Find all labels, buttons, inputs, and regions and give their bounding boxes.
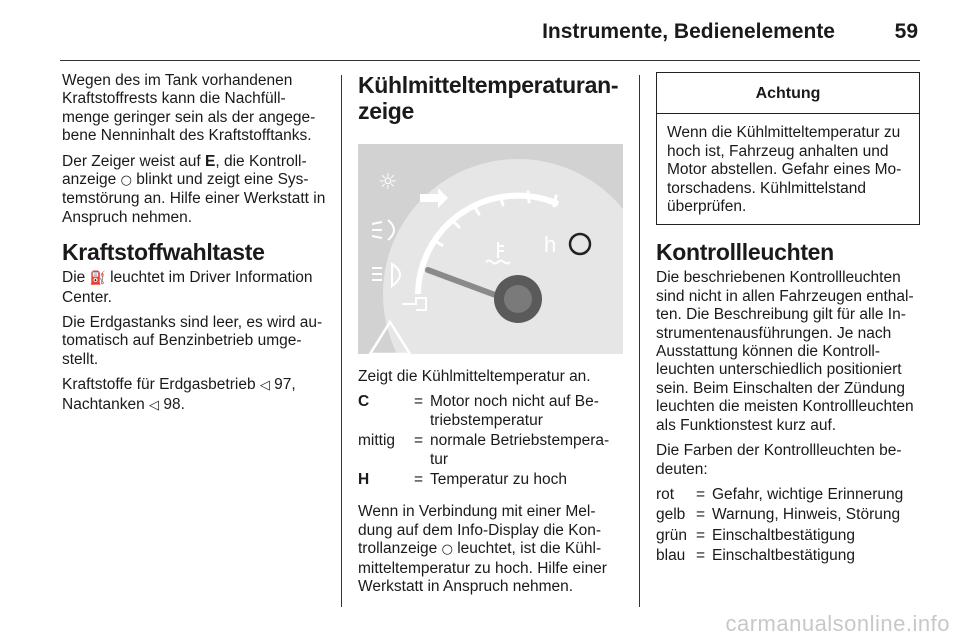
color-row: gelb = Warnung, Hinweis, Störung xyxy=(656,506,901,524)
page-reference-icon: ◁ xyxy=(259,378,270,394)
definition-row: H = Temperatur zu hoch xyxy=(358,471,567,489)
column-divider-2 xyxy=(639,75,640,607)
column-2 xyxy=(358,72,623,603)
fuel-pump-icon: ⛽ xyxy=(89,271,106,287)
column-3 xyxy=(656,72,922,580)
watermark: carmanualsonline.info xyxy=(725,611,950,636)
color-row: grün = Einschaltbestätigung xyxy=(656,526,856,544)
cng-empty-paragraph: Die Erdgastanks sind leer, es wird au-tomatisch auf Benzinbetrieb umge-stellt. xyxy=(62,314,323,368)
coolant-gauge-image xyxy=(358,144,623,354)
color-row: blau = Einschaltbestätigung xyxy=(656,547,856,565)
fuel-selector-heading: Kraftstoffwahltaste xyxy=(62,239,265,266)
lamp-icon: ☼ xyxy=(378,170,398,195)
page-number: 59 xyxy=(894,20,918,43)
color-row: rot = Gefahr, wichtige Erinnerung xyxy=(656,485,904,503)
cross-reference-paragraph: Kraftstoffe für Erdgasbetrieb ◁ 97, Nachtanken ◁ 98. xyxy=(62,376,296,413)
control-indicator-icon: ○ xyxy=(441,542,453,558)
gauge-label-h: h xyxy=(544,232,557,257)
caution-text: Wenn die Kühlmitteltemperatur zu hoch ist, Fahrzeug anhalten und Motor abstellen. Gefahr eines Mo-torschadens. Kühlmittelstand überprüfen. xyxy=(667,124,902,216)
coolant-warning-paragraph: Wenn in Verbindung mit einer Mel-dung auf dem Info-Display die Kon-trollanzeige ○ leuchtet, ist die Kühl-mitteltemperatur zu hoch. Hilfe einer Werkstatt in Anspruch nehmen. xyxy=(358,503,607,596)
gauge-caption: Zeigt die Kühlmitteltemperatur an. xyxy=(358,368,591,385)
coolant-gauge-heading: Kühlmitteltemperaturan-zeige xyxy=(358,72,619,124)
color-meaning-table xyxy=(656,486,922,568)
caution-title: Achtung xyxy=(657,73,919,114)
empty-mark: E xyxy=(205,152,216,170)
pointer-paragraph: Der Zeiger weist auf E, die Kontroll-anzeige ○ blinkt und zeigt eine Sys-temstörung an. Hilfe einer Werkstatt in Anspruch nehmen. xyxy=(62,152,326,226)
control-indicator-icon: ○ xyxy=(120,173,132,189)
colors-intro-paragraph: Die Farben der Kontrollleuchten be-deuten: xyxy=(656,442,902,478)
page-reference-icon: ◁ xyxy=(149,397,160,413)
definition-row: mittig = normale Betriebstempera-tur xyxy=(358,432,610,468)
warning-lights-paragraph: Die beschriebenen Kontrollleuchten sind nicht in allen Fahrzeugen enthal-ten. Die Beschreibung gilt für alle In-strumentenausführungen. Je nach Ausstattung können die Kontroll-leuchten unterschiedlich positioniert sein. Beim Einschalten der Zündung leuchten die meisten Kontrollleuchten als Funktionstest kurz auf. xyxy=(656,269,914,434)
temperature-definition-table xyxy=(358,393,623,491)
fuel-selector-paragraph: Die ⛽ leuchtet im Driver Information Center. xyxy=(62,269,313,306)
column-divider-1 xyxy=(341,75,342,607)
warning-lights-heading: Kontrollleuchten xyxy=(656,239,834,266)
header-divider xyxy=(60,60,920,61)
definition-row: C = Motor noch nicht auf Be-triebstemperatur xyxy=(358,393,599,429)
page-header-title: Instrumente, Bedienelemente xyxy=(542,20,835,43)
column-1 xyxy=(62,72,330,422)
fuel-residue-paragraph: Wegen des im Tank vorhandenen Kraftstoffrests kann die Nachfüll-menge geringer sein als der angege-bene Nenninhalt des Kraftstofftanks. xyxy=(62,72,316,145)
caution-box xyxy=(656,72,920,225)
